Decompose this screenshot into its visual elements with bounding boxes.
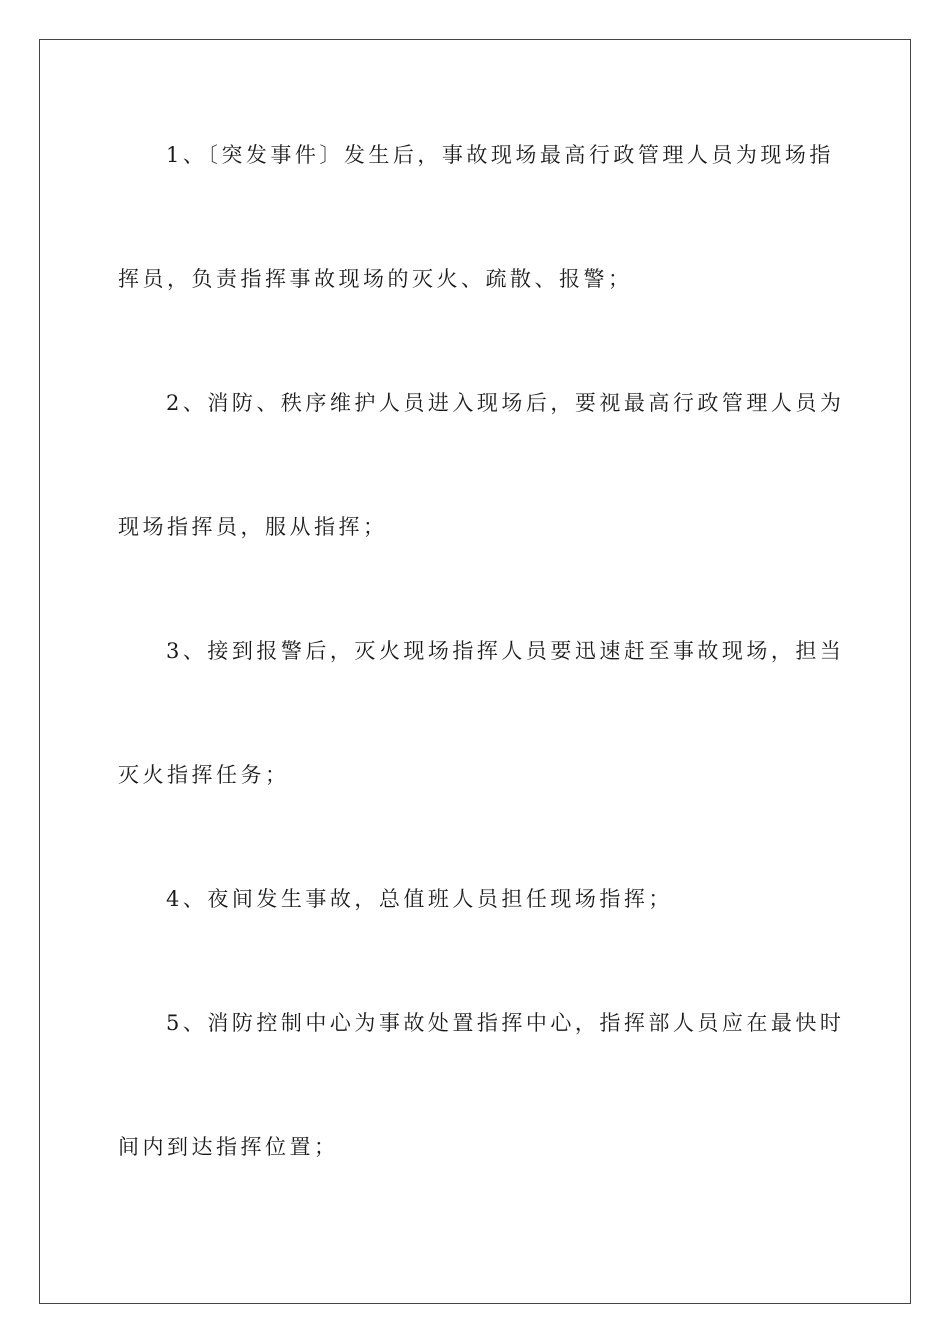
paragraph-1 (118, 124, 838, 310)
document-body (118, 124, 845, 1240)
paragraph-2-line-1: 2、消防、秩序维护人员进入现场后，要视最高行政管理人员为 (166, 391, 845, 415)
paragraph-5-line-2: 间内到达指挥位置； (118, 1135, 339, 1159)
paragraph-1-line-1: 1、〔突发事件〕发生后，事故现场最高行政管理人员为现场指 (166, 143, 834, 167)
paragraph-3 (118, 620, 845, 806)
paragraph-2 (118, 372, 845, 558)
paragraph-2-line-2: 现场指挥员，服从指挥； (118, 515, 388, 539)
paragraph-3-line-1: 3、接到报警后，灭火现场指挥人员要迅速赶至事故现场，担当 (166, 639, 845, 663)
paragraph-1-line-2: 挥员，负责指挥事故现场的灭火、疏散、报警； (118, 267, 633, 291)
paragraph-4-line-1: 4、夜间发生事故，总值班人员担任现场指挥； (166, 887, 673, 911)
paragraph-5 (118, 992, 845, 1178)
paragraph-5-line-1: 5、消防控制中心为事故处置指挥中心，指挥部人员应在最快时 (166, 1011, 845, 1035)
paragraph-4 (118, 868, 838, 930)
paragraph-3-line-2: 灭火指挥任务； (118, 763, 290, 787)
